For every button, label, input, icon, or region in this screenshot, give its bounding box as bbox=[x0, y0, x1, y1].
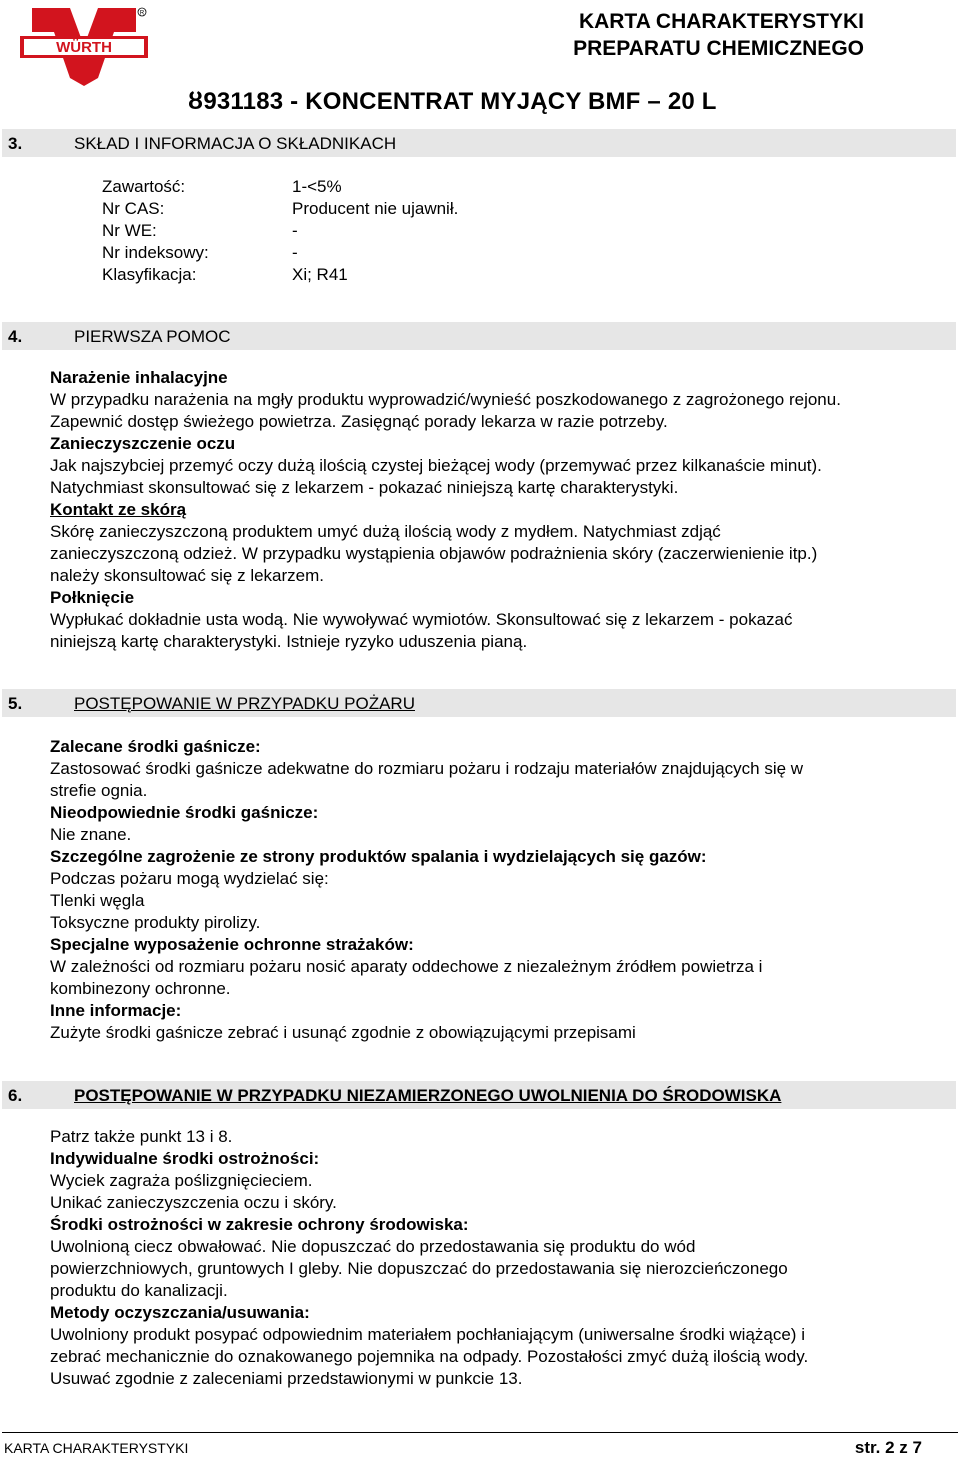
paragraph-line: Podczas pożaru mogą wydzielać się: bbox=[50, 869, 329, 888]
footer-divider bbox=[2, 1432, 958, 1433]
subheading: Metody oczyszczania/usuwania: bbox=[50, 1303, 310, 1322]
paragraph-line: Usuwać zgodnie z zaleceniami przedstawionymi w punkcie 13. bbox=[50, 1369, 523, 1388]
paragraph-line: Wyciek zagraża poślizgnięcieciem. bbox=[50, 1171, 313, 1190]
subheading: Nieodpowiednie środki gaśnicze: bbox=[50, 803, 319, 822]
wurth-logo bbox=[18, 6, 150, 90]
paragraph-line: Uwolniony produkt posypać odpowiednim materiałem pochłaniającym (uniwersalne środki wiążące) i bbox=[50, 1325, 805, 1344]
logo-text: WÜRTH bbox=[56, 39, 112, 56]
paragraph-line: Zastosować środki gaśnicze adekwatne do rozmiaru pożaru i rodzaju materiałów znajdujących się w bbox=[50, 759, 804, 778]
paragraph-line: produktu do kanalizacji. bbox=[50, 1281, 228, 1300]
paragraph-line: Unikać zanieczyszczenia oczu i skóry. bbox=[50, 1193, 337, 1212]
page-number: str. 2 z 7 bbox=[854, 1438, 922, 1457]
svg-text:R: R bbox=[139, 10, 145, 17]
accidental-release-text bbox=[50, 1126, 930, 1390]
section-4-header bbox=[2, 322, 956, 350]
paragraph-line: Tlenki węgla bbox=[50, 891, 145, 910]
row-label: Nr WE: bbox=[102, 221, 157, 240]
paragraph-line: Wypłukać dokładnie usta wodą. Nie wywoływać wymiotów. Skonsultować się z lekarzem - pokazać bbox=[50, 610, 793, 629]
row-label: Nr CAS: bbox=[102, 199, 165, 218]
fire-fighting-text bbox=[50, 736, 930, 1044]
row-value: Producent nie ujawnił. bbox=[292, 199, 459, 218]
section-number: 4. bbox=[8, 327, 23, 346]
paragraph-line: należy skonsultować się z lekarzem. bbox=[50, 566, 325, 585]
paragraph-line: strefie ognia. bbox=[50, 781, 148, 800]
section-5-header bbox=[2, 689, 956, 717]
row-value: 1-<5% bbox=[292, 177, 342, 196]
subheading: Szczególne zagrożenie ze strony produktów spalania i wydzielających się gazów: bbox=[50, 847, 707, 866]
paragraph-line: Zapewnić dostęp świeżego powietrza. Zasięgnąć porady lekarza w razie potrzeby. bbox=[50, 412, 668, 431]
composition-row bbox=[102, 198, 458, 220]
section-number: 5. bbox=[8, 694, 23, 713]
subheading: Kontakt ze skórą bbox=[50, 500, 187, 519]
product-name: ȣ931183 - KONCENTRAT MYJĄCY BMF – 20 L bbox=[188, 88, 717, 115]
subheading: Indywidualne środki ostrożności: bbox=[50, 1149, 320, 1168]
composition-row bbox=[102, 264, 458, 286]
composition-row bbox=[102, 220, 458, 242]
paragraph-line: Patrz także punkt 13 i 8. bbox=[50, 1127, 233, 1146]
row-value: - bbox=[292, 221, 298, 240]
subheading: Połknięcie bbox=[50, 588, 135, 607]
subheading: Zanieczyszczenie oczu bbox=[50, 434, 236, 453]
composition-row bbox=[102, 176, 458, 198]
row-label: Zawartość: bbox=[102, 177, 186, 196]
paragraph-line: Natychmiast skonsultować się z lekarzem - pokazać niniejszą kartę charakterystyki. bbox=[50, 478, 679, 497]
paragraph-line: Jak najszybciej przemyć oczy dużą ilością czystej bieżącej wody (przemywać przez kilkanaście minut). bbox=[50, 456, 822, 475]
paragraph-line: zebrać mechanicznie do oznakowanego pojemnika na odpady. Pozostałości zmyć dużą ilością wody. bbox=[50, 1347, 809, 1366]
title-line-1: KARTA CHARAKTERYSTYKI bbox=[578, 10, 864, 33]
paragraph-line: W zależności od rozmiaru pożaru nosić aparaty oddechowe z niezależnym źródłem powietrza i bbox=[50, 957, 763, 976]
subheading: Inne informacje: bbox=[50, 1001, 182, 1020]
footer-doc-name: KARTA CHARAKTERYSTYKI bbox=[4, 1440, 189, 1456]
row-value: Xi; R41 bbox=[292, 265, 348, 284]
subheading: Środki ostrożności w zakresie ochrony środowiska: bbox=[50, 1215, 469, 1234]
section-title: POSTĘPOWANIE W PRZYPADKU POŻARU bbox=[74, 694, 415, 713]
paragraph-line: Toksyczne produkty pirolizy. bbox=[50, 913, 261, 932]
subheading: Narażenie inhalacyjne bbox=[50, 368, 228, 387]
paragraph-line: Zużyte środki gaśnicze zebrać i usunąć zgodnie z obowiązującymi przepisami bbox=[50, 1023, 636, 1042]
section-title: PIERWSZA POMOC bbox=[74, 327, 231, 346]
row-label: Nr indeksowy: bbox=[102, 243, 209, 262]
title-line-2: PREPARATU CHEMICZNEGO bbox=[573, 37, 864, 60]
section-6-header bbox=[2, 1081, 956, 1109]
paragraph-line: W przypadku narażenia na mgły produktu wyprowadzić/wynieść poszkodowanego z zagrożonego rejonu. bbox=[50, 390, 841, 409]
subheading: Zalecane środki gaśnicze: bbox=[50, 737, 261, 756]
paragraph-line: niniejszą kartę charakterystyki. Istnieje ryzyko uduszenia pianą. bbox=[50, 632, 528, 651]
row-value: - bbox=[292, 243, 298, 262]
composition-table bbox=[102, 176, 458, 286]
paragraph-line: kombinezony ochronne. bbox=[50, 979, 231, 998]
first-aid-text bbox=[50, 367, 930, 653]
composition-row bbox=[102, 242, 458, 264]
section-title: SKŁAD I INFORMACJA O SKŁADNIKACH bbox=[74, 134, 397, 153]
section-number: 3. bbox=[8, 134, 23, 153]
paragraph-line: Uwolnioną ciecz obwałować. Nie dopuszczać do przedostawania się produktu do wód bbox=[50, 1237, 696, 1256]
paragraph-line: zanieczyszczoną odzież. W przypadku wystąpienia objawów podrażnienia skóry (zaczerwienienie itp.) bbox=[50, 544, 818, 563]
section-3-header bbox=[2, 129, 956, 157]
section-number: 6. bbox=[8, 1086, 23, 1105]
paragraph-line: Skórę zanieczyszczoną produktem umyć dużą ilością wody z mydłem. Natychmiast zdjąć bbox=[50, 522, 721, 541]
section-title: POSTĘPOWANIE W PRZYPADKU NIEZAMIERZONEGO UWOLNIENIA DO ŚRODOWISKA bbox=[74, 1086, 782, 1105]
paragraph-line: powierzchniowych, gruntowych I gleby. Nie dopuszczać do przedostawania się nierozcieńczonego bbox=[50, 1259, 788, 1278]
row-label: Klasyfikacja: bbox=[102, 265, 197, 284]
subheading: Specjalne wyposażenie ochronne strażaków: bbox=[50, 935, 414, 954]
document-title bbox=[573, 8, 864, 62]
paragraph-line: Nie znane. bbox=[50, 825, 132, 844]
